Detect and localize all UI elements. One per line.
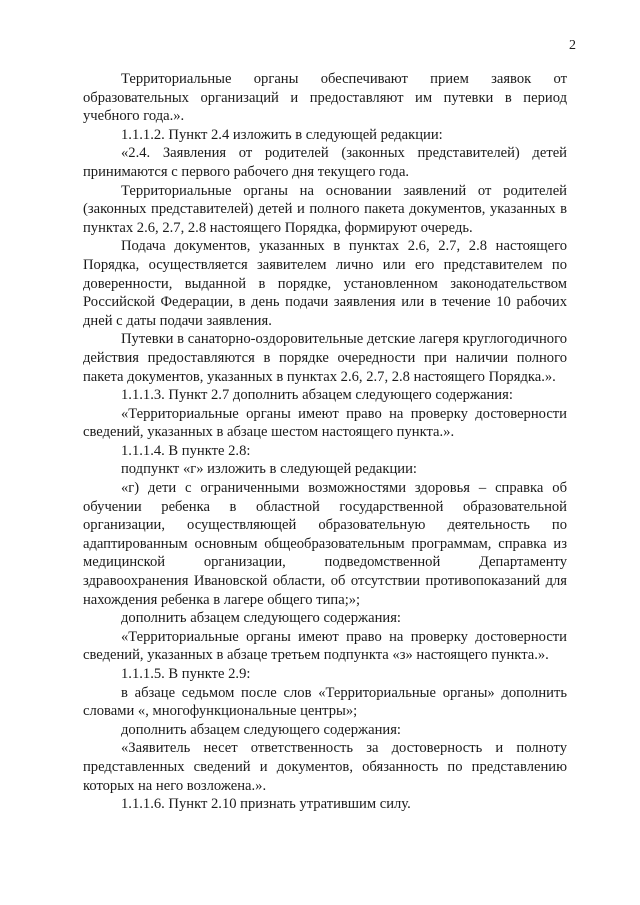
paragraph: 1.1.1.2. Пункт 2.4 изложить в следующей редакции: xyxy=(121,126,443,143)
paragraph: дополнить абзацем следующего содержания: xyxy=(121,610,401,627)
paragraph: 1.1.1.3. Пункт 2.7 дополнить абзацем следующего содержания: xyxy=(121,387,513,404)
paragraph: «Территориальные органы имеют право на проверку достоверности сведений, указанных в абзаце третьем подпункта «з» настоящего пункта.». xyxy=(83,628,567,664)
paragraph: в абзаце седьмом после слов «Территориальные органы» дополнить словами «, многофункциональные центры»; xyxy=(83,684,567,720)
paragraph: Территориальные органы обеспечивают прием заявок от образовательных организаций и предоставляют им путевки в период учебного года.». xyxy=(83,71,567,125)
paragraph: подпункт «г» изложить в следующей редакции: xyxy=(121,461,417,478)
paragraph: Подача документов, указанных в пунктах 2.6, 2.7, 2.8 настоящего Порядка, осуществляется заявителем лично или его представителем по доверенности, выданной в порядке, установленном законодательством Российской Федерации, в день подачи заявления или в течение 10 рабочих дней с даты подачи заявления. xyxy=(83,238,567,329)
paragraph: дополнить абзацем следующего содержания: xyxy=(121,721,401,738)
paragraph: «г) дети с ограниченными возможностями здоровья – справка об обучении ребенка в областной государственной образовательной организации, осуществляющей образовательную деятельность по адаптированным основным общеобразовательным программам, справка из медицинской организации, подведомственной Департаменту здравоохранения Ивановской области, об отсутствии противопоказаний для нахождения ребенка в лагере общего типа;»; xyxy=(83,480,567,608)
paragraph: 1.1.1.6. Пункт 2.10 признать утратившим силу. xyxy=(121,796,411,813)
page-number: 2 xyxy=(569,38,576,53)
document-body xyxy=(83,70,567,814)
paragraph: «2.4. Заявления от родителей (законных представителей) детей принимаются с первого рабочего дня текущего года. xyxy=(83,145,567,180)
paragraph: Путевки в санаторно-оздоровительные детские лагеря круглогодичного действия предоставляются в порядке очередности при наличии полного пакета документов, указанных в пунктах 2.6, 2.7, 2.8 настоящего Порядка.». xyxy=(83,331,567,385)
paragraph: 1.1.1.4. В пункте 2.8: xyxy=(121,442,251,459)
paragraph: «Заявитель несет ответственность за достоверность и полноту представленных сведений и документов, обязанность по представлению которых на него возложена.». xyxy=(83,740,567,794)
paragraph: «Территориальные органы имеют право на проверку достоверности сведений, указанных в абзаце шестом настоящего пункта.». xyxy=(83,405,567,441)
paragraph: Территориальные органы на основании заявлений от родителей (законных представителей) детей и полного пакета документов, указанных в пунктах 2.6, 2.7, 2.8 настоящего Порядка, формируют очередь. xyxy=(83,182,567,236)
paragraph: 1.1.1.5. В пункте 2.9: xyxy=(121,666,251,682)
